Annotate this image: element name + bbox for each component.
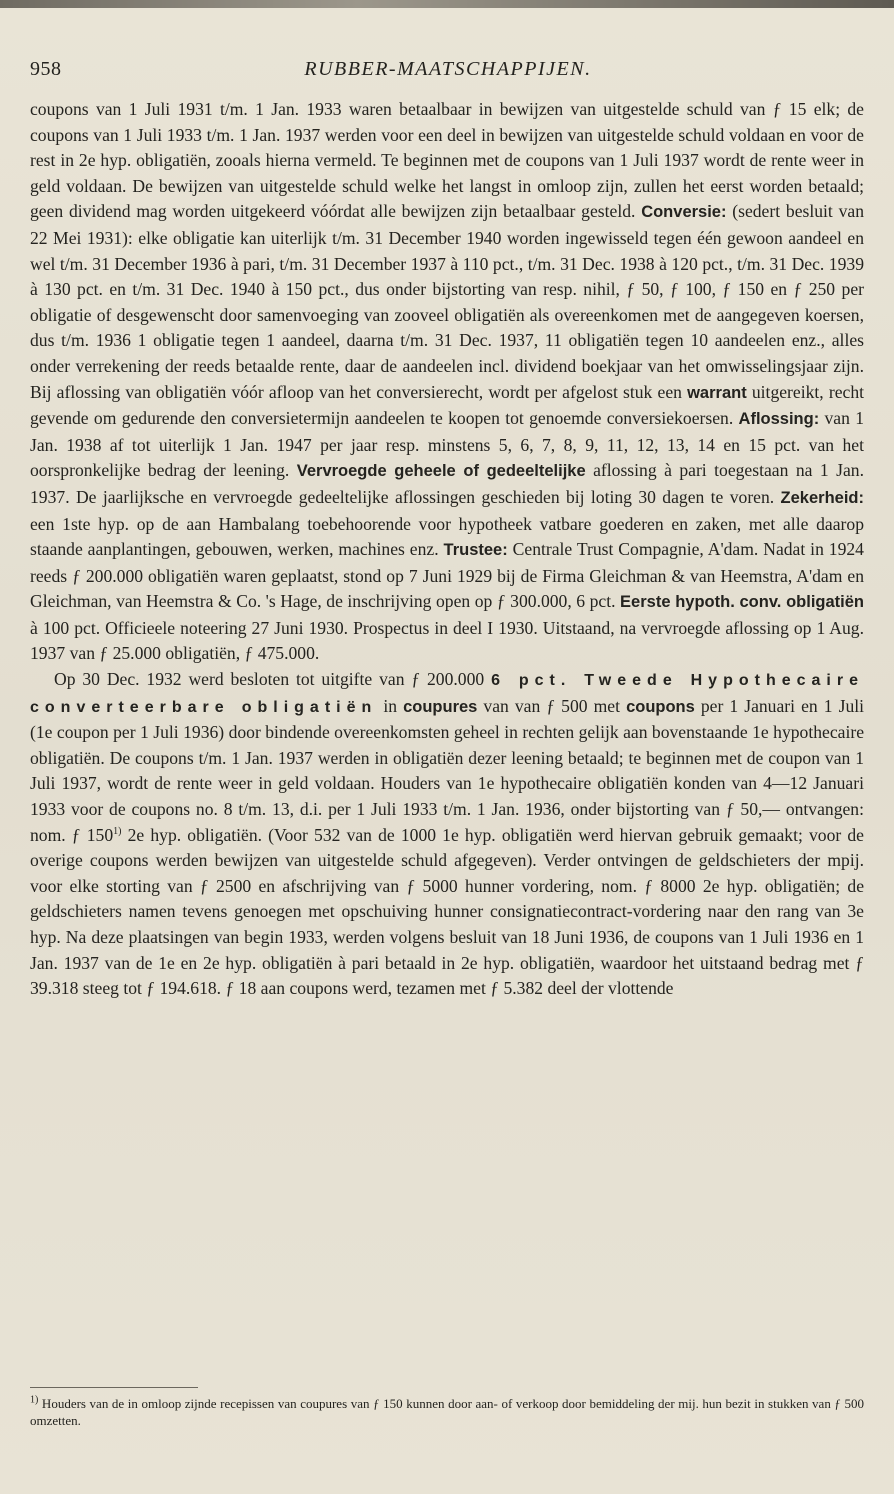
paragraph-1 (30, 97, 864, 667)
heading-eerste-hypoth: Eerste hypoth. conv. obligatiën (620, 593, 865, 612)
p1-text: een 1ste hyp. op de aan Hambalang toebehoorende voor hypotheek vatbare goederen en zaken, met alle daarop staande aanplantingen, gebouwen, werken, machines enz. (30, 513, 864, 560)
p1-text: aflossing à pari toegestaan na 1 Jan. 1937. De jaarlijksche en vervroegde gedeeltelijke aflossingen geschieden bij loting 30 dagen te voren. (30, 460, 865, 507)
p1-text: Centrale Trust Compagnie, A'dam. Nadat in 1924 reeds ƒ 200.000 obligatiën waren geplaatst, stond op 7 Juni 1929 bij de Firma Gleichman & van Heemstra, A'dam en Gleichman, van Heemstra & Co. 's Hage, de inschrijving open op ƒ 300.000, 6 pct. (30, 539, 864, 612)
p1-text: van 1 Jan. 1938 af tot uiterlijk 1 Jan. 1947 per jaar resp. minstens 5, 6, 7, 8, 9, 11, 12, 13, 14 en 15 pct. van het oorspronkelijke bedrag der leening. (30, 408, 865, 481)
term-coupons: coupons (626, 697, 695, 716)
p1-text: coupons van 1 Juli 1931 t/m. 1 Jan. 1933 waren betaalbaar in bewijzen van uitgestelde schuld van ƒ 15 elk; de coupons van 1 Juli 1933 t/m. 1 Jan. 1937 werden voor een deel in bewijzen van uitgestelde schuld voldaan en voor de rest in 2e hyp. obligatiën, zooals hierna vermeld. Te beginnen met de coupons van 1 Juli 1937 wordt de rente weer in geld voldaan. De bewijzen van uitgestelde schuld welke het langst in omloop zijn, zullen het eerst worden betaald; geen dividend mag worden uitgekeerd vóórdat alle bewijzen zijn betaalbaar gesteld. (30, 99, 864, 222)
page-header (30, 58, 866, 86)
page-top-edge (0, 0, 894, 8)
heading-zekerheid: Zekerheid: (780, 488, 864, 507)
paragraph-2 (30, 667, 864, 1002)
p1-text: à 100 pct. Officieele noteering 27 Juni 1930. Prospectus in deel I 1930. Uitstaand, na vervroegde aflossing op 1 Aug. 1937 van ƒ 25.000 obligatiën, ƒ 475.000. (30, 617, 864, 664)
footnote-reference: 1) (113, 825, 122, 837)
term-warrant: warrant (687, 383, 747, 402)
p2-text: 2e hyp. obligatiën. (Voor 532 van de 1000 1e hyp. obligatiën werd hiervan gebruik gemaakt; voor de overige coupons werden bewijzen van uitgestelde schuld afgegeven). Verder ontvingen de geldschieters der mpij. voor elke storting van ƒ 2500 en afschrijving van ƒ 5000 hunner vordering, nom. ƒ 8000 2e hyp. obligatiën; de geldschieters namen tevens genoegen met opschuiving hunner consignatiecontract-vordering naar den rang van 3e hyp. Na deze plaatsingen van begin 1933, werden volgens besluit van 18 Juni 1936, de coupons van 1 Juli 1936 en 1 Jan. 1937 van de 1e en 2e hyp. obligatiën à pari betaald in 2e hyp. obligatiën, waardoor het uitstaand bedrag met ƒ 39.318 steeg tot ƒ 194.618. ƒ 18 aan coupons werd, tezamen met ƒ 5.382 deel der vlottende (30, 824, 864, 999)
footnote-text: Houders van de in omloop zijnde recepissen van coupures van ƒ 150 kunnen door aan- of verkoop door bemiddeling der mij. hun bezit in stukken van ƒ 500 omzetten. (30, 1396, 864, 1428)
footnote-rule (30, 1387, 198, 1388)
footnote-marker: 1) (30, 1394, 39, 1406)
heading-vervroegde-aflossing: Vervroegde geheele of gedeeltelijke (296, 462, 586, 481)
p1-text: uitgereikt, recht gevende om gedurende den conversietermijn aandeelen te koopen tot genoemde conversiekoersen. (30, 381, 865, 429)
p2-text: per 1 Januari en 1 Juli (1e coupon per 1 Juli 1936) door bindende overeenkomsten geheel in rechten gelijk aan bovenstaande 1e hypothecaire obligatiën. De coupons t/m. 1 Jan. 1937 werden in obligatiën dezer leening betaald; te beginnen met de coupon van 1 Juli 1937, wordt de rente weer in geld voldaan. Houders van 1e hypothecaire obligatiën konden van 4—12 Januari 1933 voor de coupons no. 8 t/m. 13, d.i. per 1 Juli 1933 t/m. 1 Jan. 1936, onder bijstorting van ƒ 50,— ontvangen: nom. ƒ 150 (30, 695, 865, 845)
p2-text: in (377, 695, 404, 716)
page-number: 958 (30, 58, 62, 80)
p2-text: Op 30 Dec. 1932 werd besloten tot uitgifte van ƒ 200.000 (54, 669, 492, 690)
running-title: RUBBER-MAATSCHAPPIJEN. (304, 58, 592, 80)
heading-tweede-hypothecaire: 6 pct. Tweede Hypothecaire converteerbare obligatiën (30, 672, 864, 716)
heading-conversie: Conversie: (641, 203, 727, 222)
term-coupures: coupures (403, 697, 478, 716)
p1-text: (sedert besluit van 22 Mei 1931): elke obligatie kan uiterlijk t/m. 31 December 1940 worden ingewisseld tegen één gewoon aandeel en wel t/m. 31 December 1936 à pari, t/m. 31 December 1937 à 110 pct., t/m. 31 Dec. 1938 à 120 pct., t/m. 31 Dec. 1939 à 130 pct. en t/m. 31 Dec. 1940 à 150 pct., dus onder bijstorting van resp. nihil, ƒ 50, ƒ 100, ƒ 150 en ƒ 250 per obligatie of desgewenscht door samenvoeging van zooveel obligatiën als overeenkomen met de aangegeven koersen, dus t/m. 1936 1 obligatie tegen 1 aandeel, daarna t/m. 31 Dec. 1937, 11 obligatiën tegen 10 aandeelen enz., alles onder verrekening der reeds betaalde rente, daar de aandeelen incl. dividend boekjaar van het omwisselingsjaar zijn. Bij aflossing van obligatiën vóór afloop van het conversierecht, wordt per afgelost stuk een (30, 201, 864, 402)
heading-trustee: Trustee: (443, 541, 508, 560)
body-text (30, 97, 864, 1002)
heading-aflossing: Aflossing: (738, 410, 820, 429)
footnote (30, 1395, 864, 1429)
p2-text: van van ƒ 500 met (477, 695, 627, 716)
